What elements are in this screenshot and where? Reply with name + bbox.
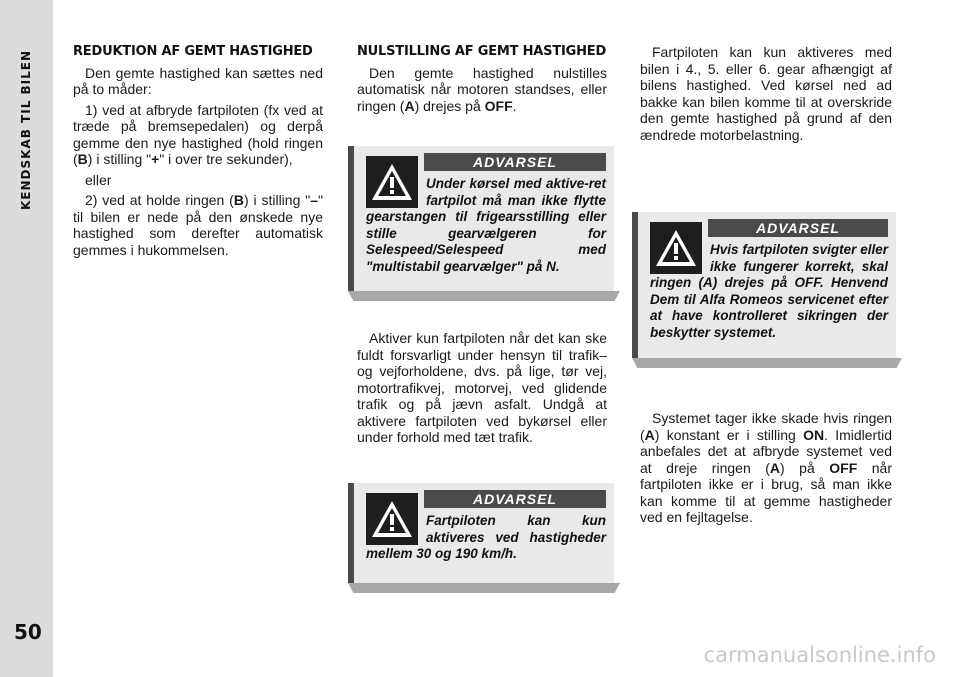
watermark: carmanualsonline.info: [703, 643, 936, 667]
warning-text: Under kørsel med aktive-ret fartpilot må man ikke flytte gearstangen til frigearsstilling eller stille gearvælgeren for Selespeed/Selespeed med "multistabil gearvælger" på N.: [366, 176, 606, 274]
column-2: [357, 44, 607, 114]
warning-text: Fartpiloten kan kun aktiveres ved hastigheder mellem 30 og 190 km/h.: [366, 513, 606, 561]
section-title: [14, 186, 38, 210]
warning-text: Hvis fartpiloten svigter eller ikke fungerer korrekt, skal ringen (A) drejes på OFF. Henvend Dem til Alfa Romeos servicenet efter at have kontrolleret sikringen der beskytter systemet.: [650, 242, 888, 340]
warning-label: ADVARSEL: [424, 153, 606, 171]
paragraph: Aktiver kun fartpiloten når det kan ske fuldt forsvarligt under hensyn til trafik– og vejforholdene, dvs. på lige, tør vej, motortrafikvej, motorvej, ved glidende trafik og på jævn asfalt. Undgå at aktivere fartpiloten ved bykørsel eller under forhold med tæt trafik.: [357, 330, 607, 445]
paragraph: eller: [85, 171, 112, 188]
warning-box-speed: [348, 483, 614, 583]
heading-reduction: REDUKTION AF GEMT HASTIGHED: [73, 44, 313, 59]
paragraph: 2) ved at holde ringen (B) i stilling "–" til bilen er nede på den ønskede nye hastighed som derefter automatisk gemmes i hukommelsen.: [73, 192, 323, 258]
column-3-lower: [640, 410, 892, 526]
warning-label: ADVARSEL: [424, 490, 606, 508]
column-2-lower: [357, 330, 607, 446]
paragraph: 1) ved at afbryde fartpiloten (fx ved at træde på bremsepedalen) og derpå gemme den nye hastighed (hold ringen (B) i stilling "+" i over tre sekunder),: [73, 101, 323, 167]
heading-reset: NULSTILLING AF GEMT HASTIGHED: [357, 44, 607, 59]
warning-box-gear: [348, 146, 614, 291]
column-3: [640, 44, 892, 143]
page-number: 50: [14, 620, 42, 644]
column-1: [73, 44, 323, 258]
warning-box-failure: [632, 212, 896, 358]
paragraph: Den gemte hastighed nulstilles automatisk når motoren standses, eller ringen (A) drejes på OFF.: [357, 64, 607, 114]
paragraph: Systemet tager ikke skade hvis ringen (A) konstant er i stilling ON. Imidlertid anbefales det at afbryde systemet ved at dreje ringen (A) på OFF når fartpiloten ikke er i brug, så man ikke kan komme til at gemme hastigheder ved en fejltagelse.: [640, 410, 893, 525]
paragraph: Den gemte hastighed kan sættes ned på to måder:: [73, 64, 323, 97]
warning-label: ADVARSEL: [708, 219, 888, 237]
paragraph: Fartpiloten kan kun aktiveres med bilen i 4., 5. eller 6. gear afhængigt af bilens hastighed. Ved kørsel ned ad bakke kan bilen komme til at overskride den gemte hastighed på grund af den ændrede motorbelastning.: [640, 44, 892, 143]
